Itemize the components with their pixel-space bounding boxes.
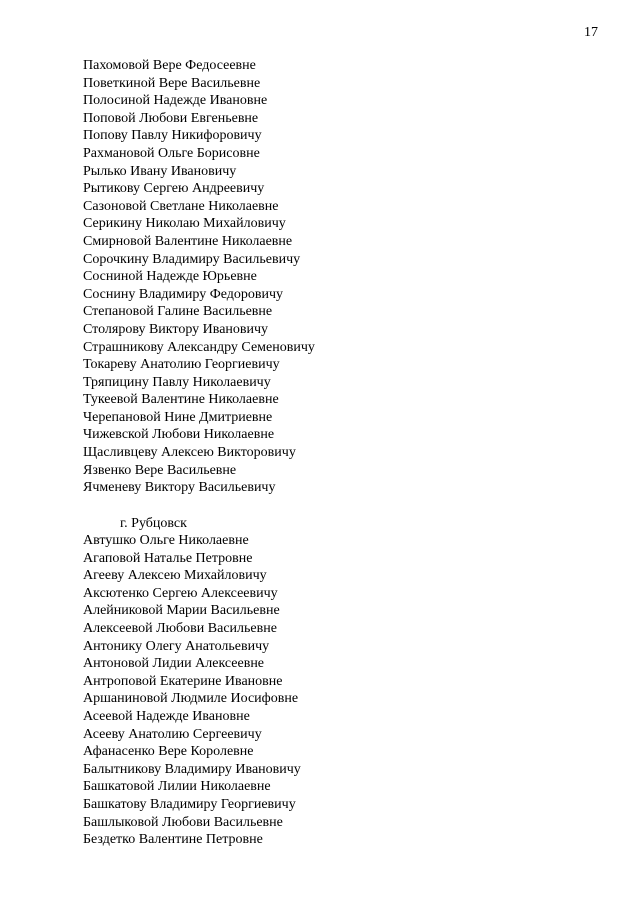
list-item: Асеевой Надежде Ивановне xyxy=(83,708,250,724)
name-list-part1 xyxy=(83,57,315,497)
list-item: Афанасенко Вере Королевне xyxy=(83,744,254,760)
list-item: Бездетко Валентине Петровне xyxy=(83,832,263,848)
list-item: Тряпицину Павлу Николаевичу xyxy=(83,374,271,390)
list-item: Поветкиной Вере Васильевне xyxy=(83,75,261,91)
list-item: Алейниковой Марии Васильевне xyxy=(83,603,280,619)
list-item: Рахмановой Ольге Борисовне xyxy=(83,145,260,161)
list-item: Рытикову Сергею Андреевичу xyxy=(83,181,265,197)
list-item: Чижевской Любови Николаевне xyxy=(83,427,275,443)
list-item: Язвенко Вере Васильевне xyxy=(83,462,237,478)
list-item: Антроповой Екатерине Ивановне xyxy=(83,673,283,689)
list-item: Алексеевой Любови Васильевне xyxy=(83,620,277,636)
list-item: Соснину Владимиру Федоровичу xyxy=(83,286,284,302)
list-item: Башлыковой Любови Васильевне xyxy=(83,814,283,830)
name-list-part2 xyxy=(83,532,301,849)
list-item: Сазоновой Светлане Николаевне xyxy=(83,198,279,214)
list-item: Сорочкину Владимиру Васильевичу xyxy=(83,251,301,267)
list-item: Попову Павлу Никифоровичу xyxy=(83,128,262,144)
list-item: Агееву Алексею Михайловичу xyxy=(83,568,267,584)
list-item: Антонику Олегу Анатольевичу xyxy=(83,638,270,654)
list-item: Агаповой Наталье Петровне xyxy=(83,550,253,566)
list-item: Аксютенко Сергею Алексеевичу xyxy=(83,585,278,601)
list-item: Рылько Ивану Ивановичу xyxy=(83,163,237,179)
list-item: Щасливцеву Алексею Викторовичу xyxy=(83,445,296,461)
list-item: Аршаниновой Людмиле Иосифовне xyxy=(83,691,299,707)
list-item: Тукеевой Валентине Николаевне xyxy=(83,392,279,408)
list-item: Полосиной Надежде Ивановне xyxy=(83,93,268,109)
list-item: Токареву Анатолию Георгиевичу xyxy=(83,357,280,373)
list-item: Степановой Галине Васильевне xyxy=(83,304,273,320)
list-item: Автушко Ольге Николаевне xyxy=(83,533,249,548)
list-item: Серикину Николаю Михайловичу xyxy=(83,216,286,232)
list-item: Столярову Виктору Ивановичу xyxy=(83,321,269,337)
city-heading: г. Рубцовск xyxy=(120,516,187,531)
list-item: Черепановой Нине Дмитриевне xyxy=(83,409,273,425)
page-number: 17 xyxy=(584,25,598,40)
list-item: Сосниной Надежде Юрьевне xyxy=(83,269,257,285)
list-item: Пахомовой Вере Федосеевне xyxy=(83,58,256,73)
list-item: Башкатову Владимиру Георгиевичу xyxy=(83,796,296,812)
list-item: Башкатовой Лилии Николаевне xyxy=(83,779,271,795)
list-item: Балытникову Владимиру Ивановичу xyxy=(83,761,301,777)
list-item: Поповой Любови Евгеньевне xyxy=(83,110,259,126)
list-item: Асееву Анатолию Сергеевичу xyxy=(83,726,262,742)
list-item: Ячменеву Виктору Васильевичу xyxy=(83,480,276,496)
list-item: Страшникову Александру Семеновичу xyxy=(83,339,315,355)
list-item: Смирновой Валентине Николаевне xyxy=(83,233,293,249)
list-item: Антоновой Лидии Алексеевне xyxy=(83,656,265,672)
